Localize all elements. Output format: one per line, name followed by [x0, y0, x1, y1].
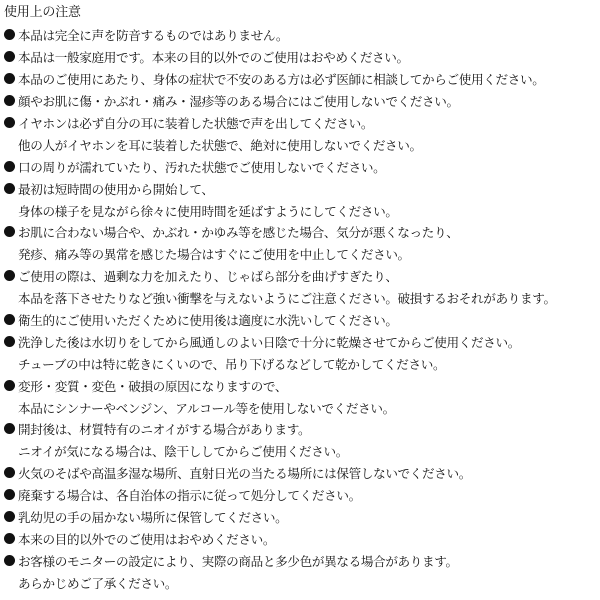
notice-text: 変形・変質・変色・破損の原因になりますので、 — [18, 378, 288, 394]
notice-text: 本品は完全に声を防音するものではありません。 — [18, 28, 289, 44]
notice-continuation-line — [4, 440, 600, 462]
bullet-icon — [4, 467, 15, 478]
notice-text: 開封後は、材質特有のニオイがする場合があります。 — [18, 422, 311, 438]
notice-item — [4, 221, 600, 265]
bullet-icon — [4, 336, 15, 347]
notice-line — [4, 155, 600, 177]
notice-item — [4, 177, 600, 221]
bullet-icon — [4, 533, 15, 544]
bullet-icon — [4, 161, 15, 172]
notice-text: 本品を落下させたりなど強い衝撃を与えないようにご注意ください。破損するおそれがあります。 — [18, 291, 556, 307]
notice-line — [4, 527, 600, 549]
notice-text: 口の周りが濡れていたり、汚れた状態でご使用しないでください。 — [18, 159, 386, 175]
bullet-icon — [4, 423, 15, 434]
notice-text: 本品は一般家庭用です。本来の目的以外でのご使用はおやめください。 — [18, 50, 409, 66]
notice-text: 顔やお肌に傷・かぶれ・痛み・湿疹等のある場合にはご使用しないでください。 — [18, 94, 459, 110]
notice-line — [4, 506, 600, 528]
notice-item — [4, 330, 600, 374]
bullet-icon — [4, 511, 15, 522]
notice-list — [4, 24, 600, 593]
notice-text: 身体の様子を見ながら徐々に使用時間を延ばすようにしてください。 — [18, 203, 398, 219]
notice-item — [4, 155, 600, 177]
notice-text: イヤホンは必ず自分の耳に装着した状態で声を出してください。 — [18, 116, 374, 131]
notice-item — [4, 46, 600, 68]
notice-line — [4, 221, 600, 243]
bullet-icon — [4, 489, 15, 500]
notice-item — [4, 484, 600, 506]
bullet-icon — [4, 95, 15, 106]
notice-text: 火気のそばや高温多湿な場所、直射日光の当たる場所には保管しないでください。 — [18, 466, 472, 482]
notice-item — [4, 68, 600, 90]
notice-line — [4, 46, 600, 68]
notice-line — [4, 462, 600, 484]
notice-item — [4, 90, 600, 112]
notice-line — [4, 24, 600, 46]
notice-line — [4, 68, 600, 90]
notice-continuation-line — [4, 396, 600, 418]
notice-line — [4, 374, 600, 396]
bullet-icon — [4, 51, 15, 62]
notice-text: 他の人がイヤホンを耳に装着した状態で、絶対に使用しないでください。 — [18, 137, 422, 153]
notice-continuation-line — [4, 352, 600, 374]
notice-line — [4, 549, 600, 571]
notice-text: 本来の目的以外でのご使用はおやめください。 — [18, 531, 276, 547]
notice-text: ニオイが気になる場合は、陰干ししてからご使用ください。 — [18, 444, 348, 460]
notice-text: 発疹、痛み等の異常を感じた場合はすぐにご使用を中止してください。 — [18, 247, 410, 263]
notice-text: チューブの中は特に乾きにくいので、吊り下げるなどして乾かしてください。 — [18, 356, 446, 372]
notice-text: お客様のモニターの設定により、実際の商品と多少色が異なる場合があります。 — [18, 553, 458, 569]
bullet-icon — [4, 73, 15, 84]
notice-item — [4, 462, 600, 484]
bullet-icon — [4, 117, 15, 128]
notice-item — [4, 374, 600, 418]
notice-text: あらかじめご了承ください。 — [18, 575, 178, 591]
notice-line — [4, 90, 600, 112]
notice-continuation-line — [4, 199, 600, 221]
notice-line — [4, 112, 600, 134]
notice-item — [4, 549, 600, 593]
notice-item — [4, 112, 600, 156]
notice-line — [4, 309, 600, 331]
page-title: 使用上の注意 — [4, 5, 81, 20]
bullet-icon — [4, 183, 15, 194]
notice-item — [4, 309, 600, 331]
notice-line — [4, 265, 600, 287]
notice-text: 本品のご使用にあたり、身体の症状で不安のある方は必ず医師に相談してからご使用ください。 — [18, 72, 545, 88]
notice-item — [4, 265, 600, 309]
bullet-icon — [4, 314, 15, 325]
notice-text: 最初は短時間の使用から開始して、 — [18, 181, 214, 197]
notice-line — [4, 177, 600, 199]
notice-text: 乳幼児の手の届かない場所に保管してください。 — [18, 510, 288, 526]
notice-item — [4, 24, 600, 46]
notice-line — [4, 484, 600, 506]
notice-continuation-line — [4, 571, 600, 593]
notice-item — [4, 418, 600, 462]
bullet-icon — [4, 270, 15, 281]
notice-text: お肌に合わない場合や、かぶれ・かゆみ等を感じた場合、気分が悪くなったり、 — [18, 225, 459, 241]
bullet-icon — [4, 555, 15, 566]
notice-continuation-line — [4, 243, 600, 265]
notice-item — [4, 527, 600, 549]
notice-item — [4, 506, 600, 528]
notice-text: ご使用の際は、過剰な力を加えたり、じゃばら部分を曲げすぎたり、 — [18, 269, 398, 285]
notice-text: 本品にシンナーやベンジン、アルコール等を使用しないでください。 — [18, 400, 395, 416]
bullet-icon — [4, 226, 15, 237]
notice-text: 衛生的にご使用いただくために使用後は適度に水洗いしてください。 — [18, 313, 398, 329]
notice-line — [4, 418, 600, 440]
notice-text: 洗浄した後は水切りをしてから風通しのよい日陰で十分に乾燥させてからご使用ください。 — [18, 334, 520, 350]
notice-continuation-line — [4, 287, 600, 309]
bullet-icon — [4, 29, 15, 40]
notice-text: 廃棄する場合は、各自治体の指示に従って処分してください。 — [18, 488, 361, 504]
bullet-icon — [4, 380, 15, 391]
notice-line — [4, 330, 600, 352]
notice-continuation-line — [4, 133, 600, 155]
